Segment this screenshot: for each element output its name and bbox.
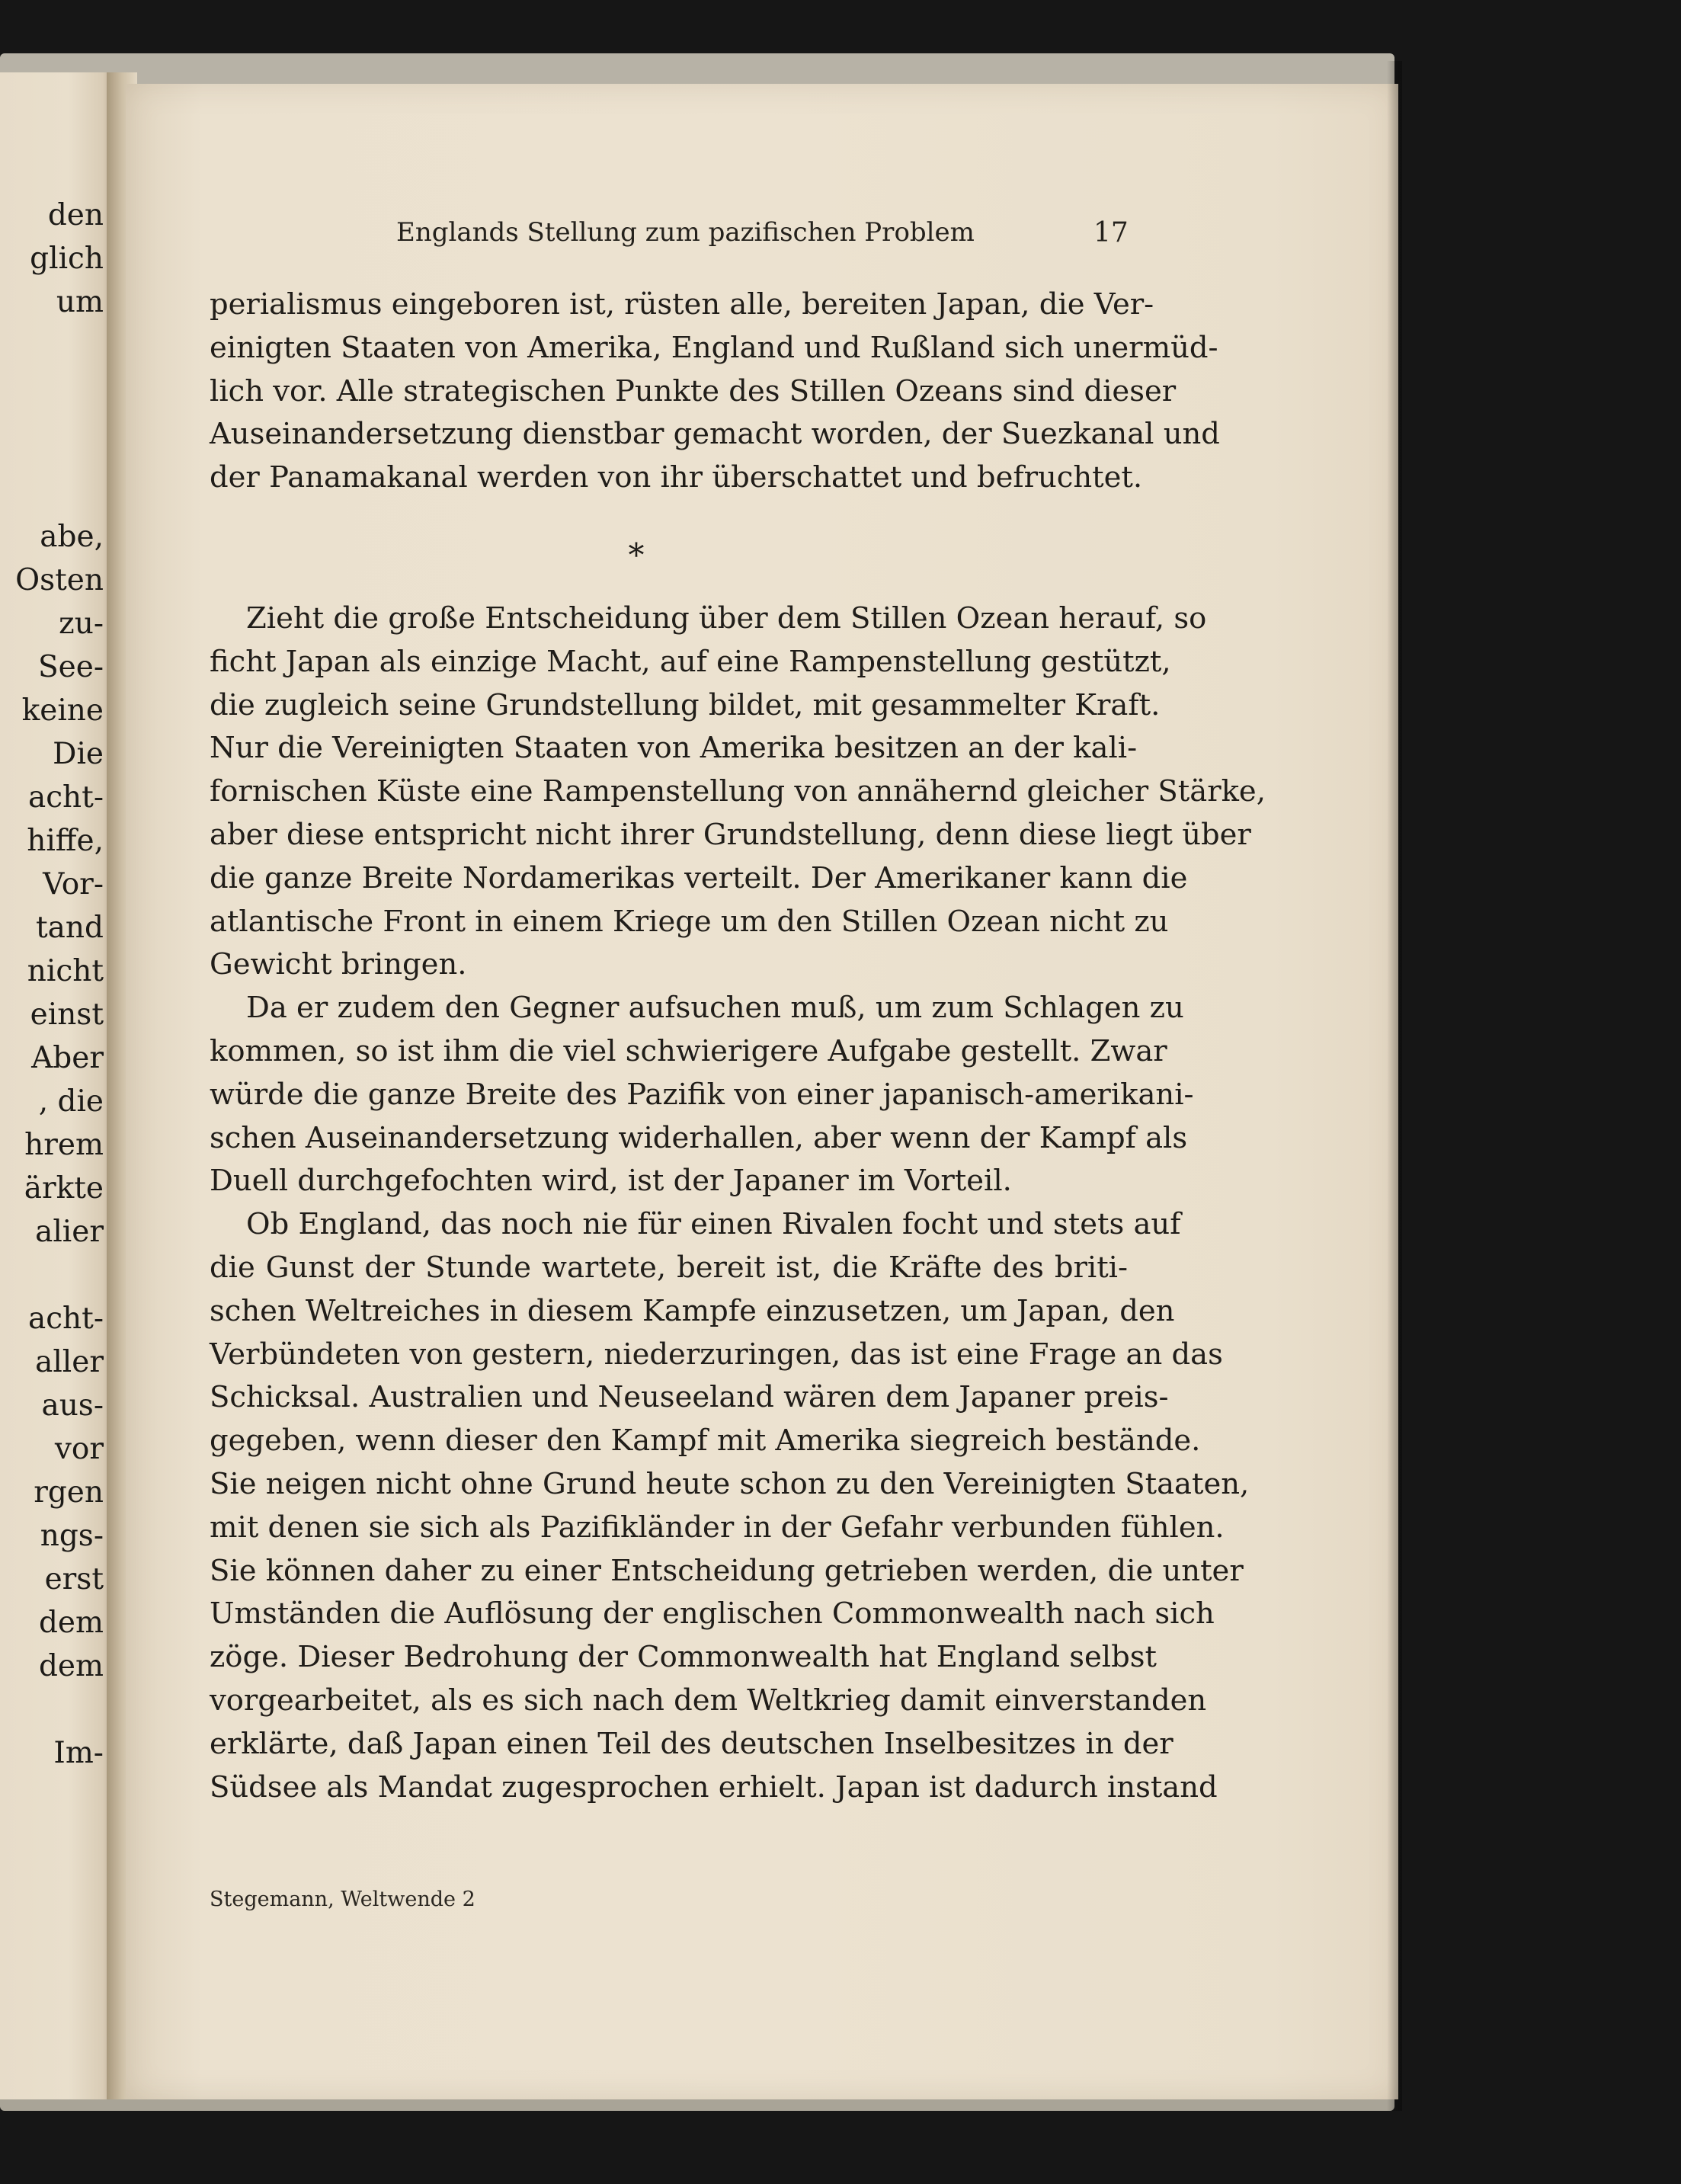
text-line: zöge. Dieser Bedrohung der Commonwealth hat England selbst — [210, 1640, 1157, 1675]
left-page-fragment: dem — [38, 1606, 104, 1640]
text-line: Schicksal. Australien und Neuseeland wären dem Japaner preis- — [210, 1380, 1169, 1415]
text-line: ficht Japan als einzige Macht, auf eine Rampenstellung gestützt, — [210, 644, 1171, 679]
page-number: 17 — [1093, 217, 1129, 248]
page-edge-shadow — [1387, 61, 1402, 2111]
text-line: vorgearbeitet, als es sich nach dem Weltkrieg damit einverstanden — [210, 1683, 1207, 1718]
left-page-fragment: acht- — [27, 1302, 104, 1336]
text-line: Umständen die Auflösung der englischen Commonwealth nach sich — [210, 1596, 1215, 1632]
left-page-fragment: alier — [35, 1215, 104, 1249]
left-page-fragment: einst — [30, 998, 104, 1032]
left-page-fragment: Aber — [31, 1041, 104, 1075]
text-line: die zugleich seine Grundstellung bildet, mit gesammelter Kraft. — [210, 687, 1161, 722]
left-page-fragment: zu- — [59, 607, 104, 641]
left-page-fragment: hiffe, — [27, 824, 104, 858]
paragraph-2 — [210, 597, 1266, 987]
left-page-fragment: Im- — [53, 1736, 104, 1770]
left-page-fragment: dem — [38, 1649, 104, 1683]
paragraph-3 — [210, 987, 1194, 1203]
text-line: die Gunst der Stunde wartete, bereit ist, die Kräfte des briti- — [210, 1250, 1128, 1285]
left-page-fragment: den — [47, 198, 104, 232]
left-page-fragment: aus- — [41, 1388, 104, 1423]
left-page — [0, 72, 114, 2099]
text-line: Nur die Vereinigten Staaten von Amerika besitzen an der kali- — [210, 731, 1138, 766]
text-line: Ob England, das noch nie für einen Rivalen focht und stets auf — [246, 1207, 1181, 1242]
text-line: mit denen sie sich als Pazifikländer in der Gefahr verbunden fühlen. — [210, 1510, 1225, 1545]
left-page-fragment: ärkte — [24, 1171, 104, 1206]
left-page-fragment: acht- — [27, 780, 104, 815]
running-header — [396, 217, 1158, 255]
left-page-fragment: rgen — [34, 1475, 104, 1510]
text-line: kommen, so ist ihm die viel schwierigere Aufgabe gestellt. Zwar — [210, 1033, 1167, 1068]
text-line: Sie können daher zu einer Entscheidung getrieben werden, die unter — [210, 1553, 1244, 1588]
text-line: fornischen Küste eine Rampenstellung von annähernd gleicher Stärke, — [210, 774, 1266, 809]
text-line: atlantische Front in einem Kriege um den Stillen Ozean nicht zu — [210, 904, 1169, 939]
left-page-fragment: glich — [30, 242, 104, 276]
left-page-fragment: um — [56, 285, 104, 319]
signature-footer: Stegemann, Weltwende 2 — [210, 1888, 475, 1911]
left-page-fragment: nicht — [27, 954, 104, 988]
running-title: Englands Stellung zum pazifischen Problem — [396, 217, 975, 248]
left-page-fragment: Osten — [15, 563, 104, 597]
text-line: schen Weltreiches in diesem Kampfe einzusetzen, um Japan, den — [210, 1293, 1175, 1328]
text-line: Verbündeten von gestern, niederzuringen, das ist eine Frage an das — [210, 1337, 1223, 1372]
text-line: Auseinandersetzung dienstbar gemacht worden, der Suezkanal und — [210, 417, 1220, 452]
left-page-fragment: tand — [35, 911, 104, 945]
text-line: Zieht die große Entscheidung über dem Stillen Ozean herauf, so — [246, 600, 1207, 636]
left-page-fragment: Vor- — [43, 867, 104, 901]
text-line: Duell durchgefochten wird, ist der Japaner im Vorteil. — [210, 1164, 1012, 1199]
text-line: Sie neigen nicht ohne Grund heute schon zu den Vereinigten Staaten, — [210, 1466, 1250, 1501]
paragraph-1 — [210, 283, 1220, 500]
text-line: erklärte, daß Japan einen Teil des deutschen Inselbesitzes in der — [210, 1726, 1173, 1761]
text-line: lich vor. Alle strategischen Punkte des Stillen Ozeans sind dieser — [210, 373, 1177, 408]
text-line: schen Auseinandersetzung widerhallen, aber wenn der Kampf als — [210, 1120, 1188, 1155]
left-page-fragment: abe, — [40, 520, 104, 554]
text-line: Gewicht bringen. — [210, 947, 467, 982]
text-line: gegeben, wenn dieser den Kampf mit Amerika siegreich bestände. — [210, 1423, 1201, 1459]
left-page-fragment: aller — [35, 1345, 104, 1379]
left-page-fragment: vor — [54, 1432, 104, 1466]
paragraph-4 — [210, 1203, 1250, 1809]
text-line: Südsee als Mandat zugesprochen erhielt. Japan ist dadurch instand — [210, 1769, 1218, 1805]
left-page-fragment: erst — [44, 1562, 104, 1596]
text-line: einigten Staaten von Amerika, England und Rußland sich unermüd- — [210, 330, 1218, 365]
left-page-fragment: , die — [38, 1084, 104, 1119]
page-body — [210, 283, 1266, 1809]
left-page-fragment: Die — [53, 737, 104, 771]
left-page-fragment: hrem — [24, 1128, 104, 1162]
text-line: perialismus eingeboren ist, rüsten alle, bereiten Japan, die Ver- — [210, 287, 1154, 322]
left-page-fragment: ngs- — [40, 1519, 104, 1553]
left-page-fragment: See- — [37, 650, 104, 684]
text-line: aber diese entspricht nicht ihrer Grundstellung, denn diese liegt über — [210, 817, 1251, 852]
text-line: Da er zudem den Gegner aufsuchen muß, um zum Schlagen zu — [246, 991, 1184, 1026]
left-page-fragment: keine — [21, 693, 104, 728]
text-line: würde die ganze Breite des Pazifik von einer japanisch-amerikani- — [210, 1077, 1194, 1112]
text-line: der Panamakanal werden von ihr überschattet und befruchtet. — [210, 460, 1143, 495]
text-line: die ganze Breite Nordamerikas verteilt. Der Amerikaner kann die — [210, 860, 1188, 895]
section-separator: * — [628, 536, 645, 574]
